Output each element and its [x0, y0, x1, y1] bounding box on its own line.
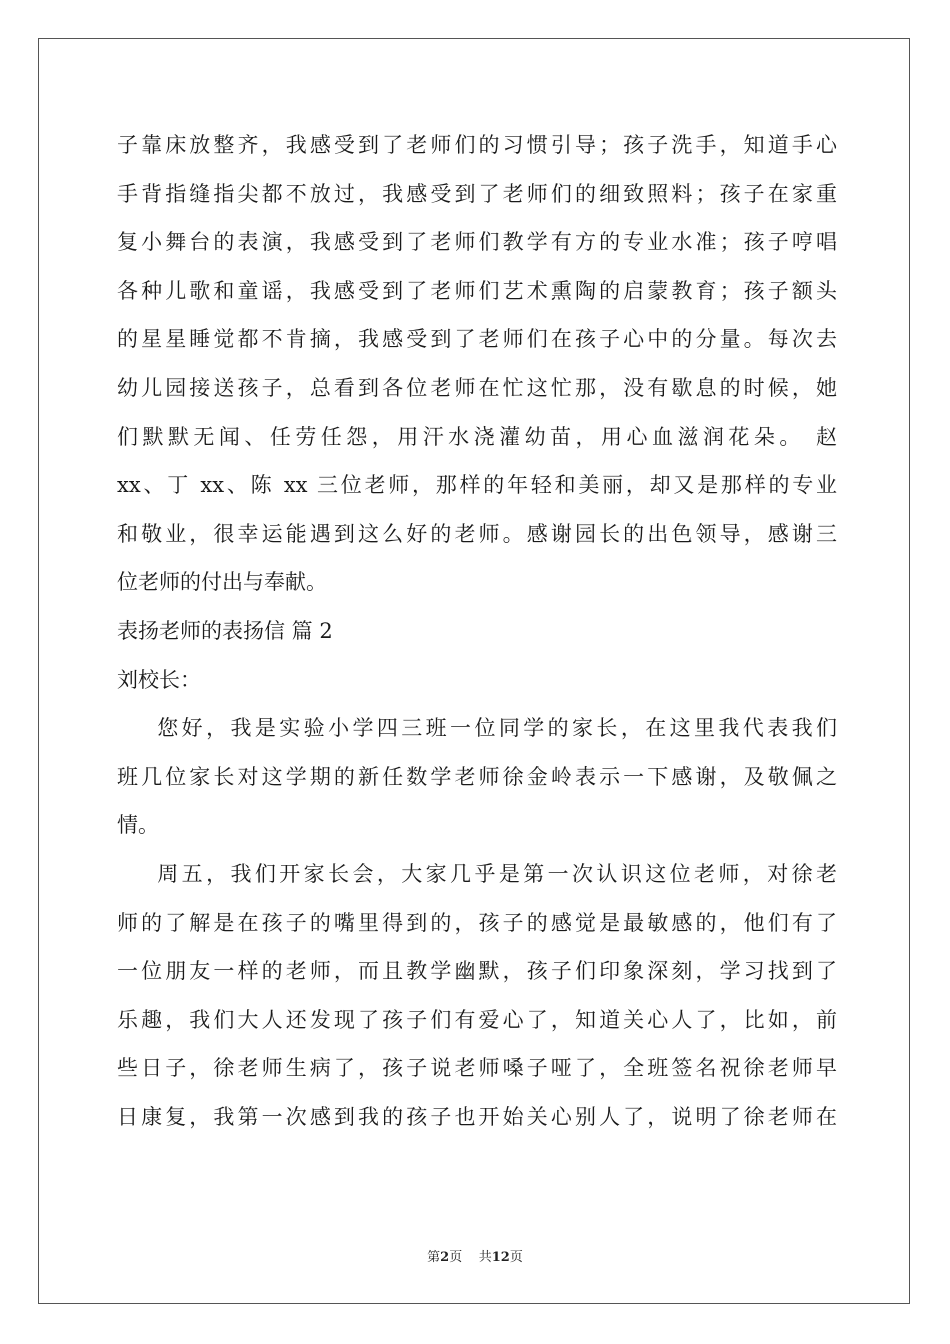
- text-line: 些日子，徐老师生病了，孩子说老师嗓子哑了，全班签名祝徐老师早: [117, 1056, 837, 1081]
- section-heading: 表扬老师的表扬信 篇 2: [117, 618, 333, 643]
- footer-mid: 页 共: [449, 1250, 492, 1265]
- text-line: 您好，我是实验小学四三班一位同学的家长，在这里我代表我们: [117, 716, 837, 741]
- text-line: 乐趣，我们大人还发现了孩子们有爱心了，知道关心人了，比如，前: [117, 1007, 837, 1032]
- text-line: 们默默无闻、任劳任怨，用汗水浇灌幼苗，用心血滋润花朵。 赵: [117, 424, 837, 449]
- text-line: 各种儿歌和童谣，我感受到了老师们艺术熏陶的启蒙教育；孩子额头: [117, 278, 837, 303]
- text-line: 手背指缝指尖都不放过，我感受到了老师们的细致照料；孩子在家重: [117, 181, 837, 206]
- total-page-number: 12: [491, 1250, 510, 1265]
- text-line: 子靠床放整齐，我感受到了老师们的习惯引导；孩子洗手，知道手心: [117, 133, 837, 157]
- text-line: 情。: [117, 813, 159, 838]
- footer-prefix: 第: [427, 1250, 441, 1265]
- text-line: 一位朋友一样的老师，而且教学幽默，孩子们印象深刻，学习找到了: [117, 959, 837, 984]
- text-line: 师的了解是在孩子的嘴里得到的，孩子的感觉是最敏感的，他们有了: [117, 910, 837, 935]
- text-line: 幼儿园接送孩子，总看到各位老师在忙这忙那，没有歇息的时候，她: [117, 375, 837, 400]
- text-line: 和敬业，很幸运能遇到这么好的老师。感谢园长的出色领导，感谢三: [117, 521, 837, 546]
- page-footer: [0, 1246, 950, 1265]
- footer-suffix: 页: [509, 1250, 523, 1265]
- text-line: 班几位家长对这学期的新任数学老师徐金岭表示一下感谢，及敬佩之: [117, 764, 837, 789]
- document-body: [117, 121, 837, 1141]
- text-line: 日康复，我第一次感到我的孩子也开始关心别人了，说明了徐老师在: [117, 1104, 837, 1129]
- text-line: 周五，我们开家长会，大家几乎是第一次认识这位老师，对徐老: [117, 861, 837, 886]
- salutation: 刘校长：: [117, 667, 201, 692]
- text-line: 的星星睡觉都不肯摘，我感受到了老师们在孩子心中的分量。每次去: [117, 327, 837, 352]
- text-line: 位老师的付出与奉献。: [117, 570, 327, 595]
- text-line: xx、丁 xx、陈 xx 三位老师，那样的年轻和美丽，却又是那样的专业: [117, 473, 837, 498]
- current-page-number: 2: [440, 1250, 450, 1265]
- text-line: 复小舞台的表演，我感受到了老师们教学有方的专业水准；孩子哼唱: [117, 230, 837, 255]
